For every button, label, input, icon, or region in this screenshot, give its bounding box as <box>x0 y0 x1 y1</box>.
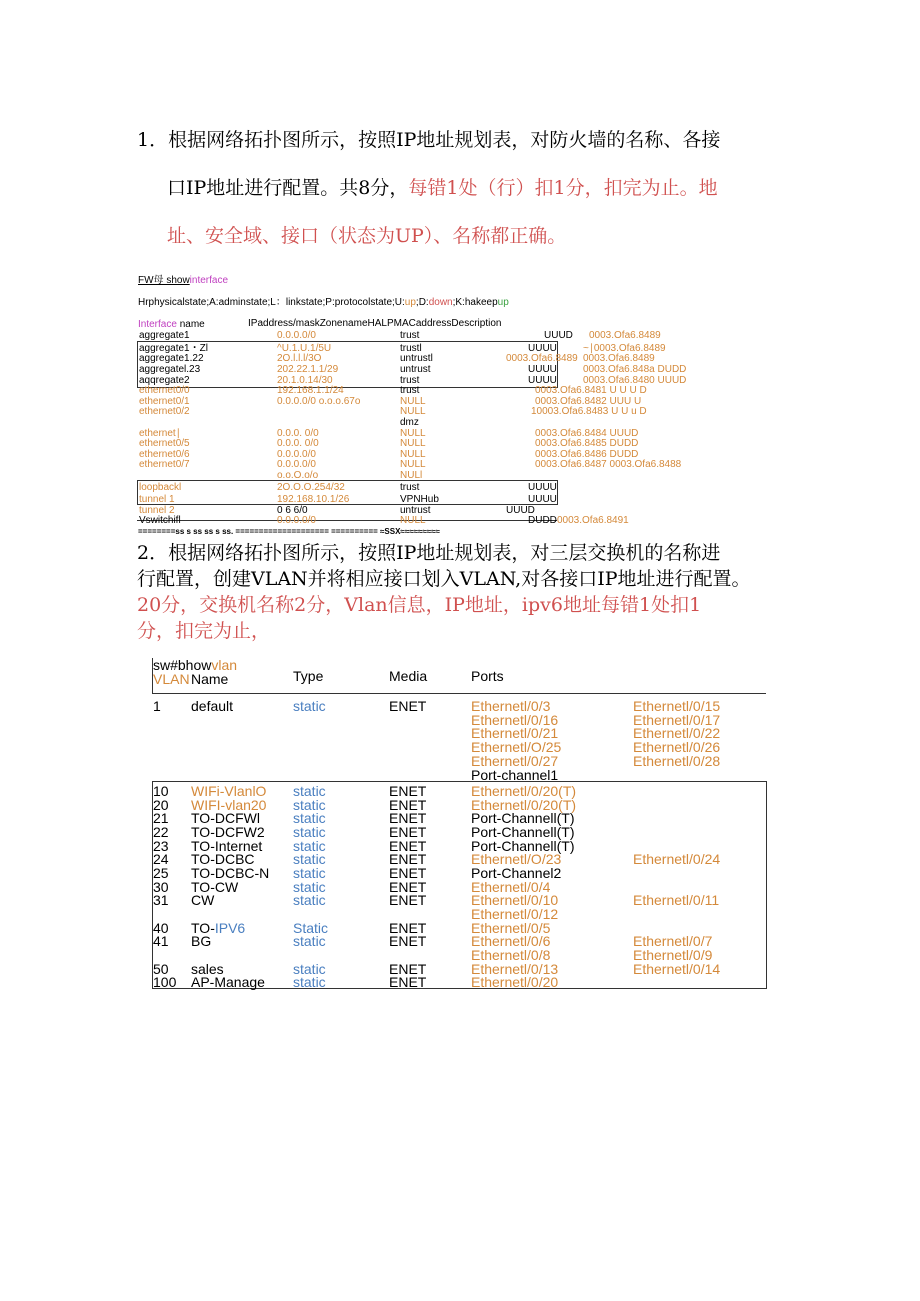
vlan-row-port: Ethernetl/0/4 <box>471 879 551 895</box>
fw-row-zone: NULL <box>400 449 426 460</box>
vlan-row-port: Ethernetl/0/10 <box>471 892 559 908</box>
vlan-command-suffix: vlan <box>211 657 238 673</box>
question-1-requirement: 口IP地址进行配置。共8分， <box>167 177 409 199</box>
fw-row-status: UUUU <box>528 494 557 505</box>
fw-row-zone: untrust <box>400 505 431 516</box>
vlan-row-port: Port-Channel2 <box>471 865 562 881</box>
vlan-row-media: ENET <box>389 920 427 936</box>
fw-row-ip: 2O.O.O.254/32 <box>277 482 345 493</box>
fw-row-zone: trustl <box>400 343 422 354</box>
fw-row-status: DUDD <box>528 515 557 526</box>
fw-row-status: UUUU <box>528 343 557 354</box>
question-2-line-1: 2．根据网络拓扑图所示，按照IP地址规划表，对三层交换机的名称进 <box>137 542 721 564</box>
vlan-row-id: 40 <box>153 920 169 936</box>
vlan-row-media: ENET <box>389 933 427 949</box>
vlan-row-type: Static <box>293 920 329 936</box>
question-1-line-1: 1．根据网络拓扑图所示，按照IP地址规划表，对防火墙的名称、各接 <box>137 129 721 151</box>
fw-row-ip: 192.168.10.1/26 <box>277 494 350 505</box>
vlan-header-name: Name <box>191 671 229 687</box>
fw-row-mac: 0003.Ofa6.8487 0003.Ofa6.8488 <box>535 459 682 470</box>
fw-row-ip: 192.168.1.1/24 <box>277 385 344 396</box>
fw-row-mac: 0003.Ofa6.8480 UUUD <box>583 375 687 386</box>
vlan-row-media: ENET <box>389 851 427 867</box>
fw-header-interface: Interface <box>138 319 177 330</box>
vlan-row-media: ENET <box>389 810 427 826</box>
vlan-row-media: ENET <box>389 824 427 840</box>
question-2-line-2: 行配置，创建VLAN并将相应接口划入VLAN,对各接口IP地址进行配置。 <box>137 568 751 590</box>
vlan-row-id: 31 <box>153 892 169 908</box>
vlan-row-id: 25 <box>153 865 169 881</box>
fw-row-ip: ^U.1.U.1/5U <box>277 343 332 354</box>
fw-row-name: ethernet0/2 <box>139 406 190 417</box>
vlan-row-port: Ethernetl/0/14 <box>633 961 721 977</box>
vlan-row-type: static <box>293 698 326 714</box>
vlan-header-type: Type <box>293 668 324 684</box>
vlan-row-media: ENET <box>389 974 427 990</box>
fw-row-ip: 0.0.0.0/0 o.o.o.67o <box>277 396 361 407</box>
question-1-line-3: 址、安全域、接口（状态为UP）、名称都正确。 <box>167 225 567 247</box>
fw-row-ip: 0.0.0.0/0 <box>277 515 316 526</box>
fw-command-prefix: FW母 show <box>138 275 190 286</box>
fw-row-zone: trust <box>400 375 420 386</box>
vlan-row-port: Ethernetl/0/11 <box>633 892 720 908</box>
vlan-row-media: ENET <box>389 865 427 881</box>
vlan-row-name: TO-DCBC <box>191 851 255 867</box>
vlan-header-media: Media <box>389 668 428 684</box>
vlan-row-id: 23 <box>153 838 169 854</box>
vlan-row-type: static <box>293 961 326 977</box>
vlan-row-id: 1 <box>153 698 161 714</box>
fw-command-suffix: interface <box>189 275 229 286</box>
fw-row-name: ethernet0/1 <box>139 396 190 407</box>
vlan-row-name: BG <box>191 933 212 949</box>
vlan-row-port: Ethernetl/0/17 <box>633 711 721 728</box>
fw-row-name: loopbackl <box>139 482 182 493</box>
fw-row-status: UUUU <box>528 375 557 386</box>
fw-row-mac: 0003.Ofa6.8489 <box>583 353 655 364</box>
vlan-row-type: static <box>293 797 326 813</box>
fw-header-name: name <box>176 319 205 330</box>
fw-row-status: 0003.Ofa6.8489 <box>506 353 578 364</box>
fw-row-mac: 0003.Ofa6.8491 <box>557 515 629 526</box>
vlan-header-ports: Ports <box>471 668 504 684</box>
question-1-scoring: 每错1处（行）扣1分，扣完为止。地 <box>408 177 718 199</box>
vlan-row-name: TO-Internet <box>191 838 263 854</box>
vlan-row-media: ENET <box>389 892 427 908</box>
vlan-row-port: Port-Channell(T) <box>471 824 575 840</box>
vlan-header-rule <box>152 693 766 694</box>
vlan-row-name: TO-CW <box>191 879 239 895</box>
fw-row-zone: NULL <box>400 406 426 417</box>
fw-row-ip: 20.1.0.14/30 <box>277 375 333 386</box>
fw-row-name: aggregate1 <box>139 330 190 341</box>
vlan-row-port: Ethernetl/0/22 <box>633 725 721 742</box>
vlan-row-id: 10 <box>153 783 169 799</box>
vlan-row-name: TO-DCBC-N <box>191 865 270 881</box>
fw-row-ip: 0.0.0.0/0 <box>277 449 316 460</box>
fw-row-ip: 0.0.0.0/0 <box>277 459 316 470</box>
vlan-header-vlan: VLAN <box>153 671 190 687</box>
fw-row-mac: 0003.Ofa6.8484 UUUD <box>535 428 639 439</box>
vlan-row-id: 100 <box>153 974 177 990</box>
fw-row-zone: NULL <box>400 459 426 470</box>
vlan-row-port: Ethernetl/0/16 <box>471 711 559 728</box>
vlan-row-port: Ethernetl/0/26 <box>633 739 721 756</box>
fw-legend-up: up <box>404 297 416 308</box>
vlan-row-port: Ethernetl/O/25 <box>471 739 562 756</box>
vlan-row-media: ENET <box>389 879 427 895</box>
fw-row-zone: NULl <box>400 470 423 481</box>
fw-legend-hakeep: ;K:hakeep <box>452 297 498 308</box>
fw-row-name: tunnel 2 <box>139 505 175 516</box>
fw-row-ip: o.o.O.o/o <box>277 470 319 481</box>
fw-row-zone: VPNHub <box>400 494 439 505</box>
question-2-line-4: 分，扣完为止， <box>137 620 271 642</box>
fw-row-status: UUUU <box>528 364 557 375</box>
vlan-row-port: Ethernetl/0/3 <box>471 698 551 714</box>
fw-row-mac: 10003.Ofa6.8483 U U u D <box>531 406 647 417</box>
vlan-row-type: static <box>293 892 326 908</box>
vlan-row-port: Ethernetl/0/7 <box>633 933 713 949</box>
fw-row-status: UUUD <box>506 505 535 516</box>
vlan-row-media: ENET <box>389 698 427 714</box>
vlan-row-id: 24 <box>153 851 169 867</box>
vlan-row-id: 30 <box>153 879 169 895</box>
fw-row-zone: untrust <box>400 364 431 375</box>
vlan-row-name: WIFi-VlanlO <box>191 783 267 799</box>
vlan-row-port: Port-channel1 <box>471 766 559 783</box>
vlan-row-name: default <box>191 698 234 714</box>
fw-legend-down: down <box>428 297 453 308</box>
vlan-row-port: Ethernetl/0/6 <box>471 933 551 949</box>
vlan-row-name: AP-Manage <box>191 974 265 990</box>
fw-row-zone: NULL <box>400 396 426 407</box>
vlan-row-port: Ethernetl/0/27 <box>471 752 559 769</box>
fw-row-zone: NULL <box>400 438 426 449</box>
vlan-row-name-suffix: IPV6 <box>214 920 246 936</box>
fw-row-zone: trust <box>400 385 420 396</box>
vlan-row-port: Ethernetl/0/28 <box>633 752 721 769</box>
fw-row-name: ethernet0/5 <box>139 438 190 449</box>
vlan-row-id: 22 <box>153 824 169 840</box>
vlan-left-rule-top <box>152 658 153 694</box>
vlan-row-type: static <box>293 824 326 840</box>
fw-legend-text: Hrphysicalstate;A:adminstate;L：linkstate;P:protocolstate;U: <box>138 297 405 308</box>
fw-row-name: ethernet0/0 <box>139 385 190 396</box>
fw-row-name: aqqregate2 <box>139 375 190 386</box>
vlan-row-port: Ethernetl/0/20 <box>471 974 559 990</box>
vlan-row-port: Ethernetl/0/15 <box>633 698 721 714</box>
fw-row-name: aggregate1.22 <box>139 353 204 364</box>
fw-header-columns: IPaddress/maskZonenameHALPMACaddressDescription <box>248 318 502 329</box>
fw-row-zone: dmz <box>400 417 419 428</box>
fw-legend-up-2: up <box>497 297 509 308</box>
vlan-row-type: static <box>293 838 326 854</box>
fw-row-name: ethernet∣ <box>139 428 181 439</box>
vlan-row-id: 41 <box>153 933 169 949</box>
vlan-row-id: 21 <box>153 810 169 826</box>
fw-row-ip: 0 6 6/0 <box>277 505 308 516</box>
vlan-row-port: Ethernetl/0/20(T) <box>471 783 577 799</box>
vlan-row-name: sales <box>191 961 224 977</box>
vlan-row-type: static <box>293 783 326 799</box>
fw-row-mac: 0003.Ofa6.848a DUDD <box>583 364 687 375</box>
fw-row-name: tunnel 1 <box>139 494 175 505</box>
vlan-row-port: Ethernetl/0/8 <box>471 946 551 963</box>
vlan-row-port: Ethernetl/0/9 <box>633 946 713 963</box>
vlan-row-type: static <box>293 810 326 826</box>
vlan-row-port: Ethernetl/0/5 <box>471 920 551 936</box>
fw-row-mac: ~∣0003.Ofa6.8489 <box>583 343 666 354</box>
fw-row-status: UUUD <box>544 330 573 341</box>
vlan-row-name: TO-DCFW2 <box>191 824 265 840</box>
vlan-row-name: CW <box>191 892 215 908</box>
vlan-row-media: ENET <box>389 797 427 813</box>
fw-row-zone: NULL <box>400 428 426 439</box>
fw-row-ip: 0.0.0. 0/0 <box>277 428 319 439</box>
fw-row-mac: 0003.Ofa6.8486 DUDD <box>535 449 639 460</box>
fw-row-name: ethernet0/7 <box>139 459 190 470</box>
vlan-row-port: Ethernetl/0/20(T) <box>471 797 577 813</box>
fw-row-ip: 2O.l.l.l/3O <box>277 353 322 364</box>
vlan-row-name: TO-DCFWl <box>191 810 260 826</box>
vlan-row-name: WIFI-vlan20 <box>191 797 267 813</box>
vlan-row-media: ENET <box>389 838 427 854</box>
question-2-line-3: 20分，交换机名称2分，Vlan信息，IP地址，ipv6地址每错1处扣1 <box>137 594 702 616</box>
vlan-command-prefix: sw#bhow <box>153 657 212 673</box>
fw-row-mac: 0003.Ofa6.8489 <box>589 330 661 341</box>
fw-row-ip: 0.0.0.0/0 <box>277 330 316 341</box>
fw-row-status: UUUU <box>528 482 557 493</box>
vlan-row-port: Ethernetl/O/23 <box>471 851 562 867</box>
fw-row-mac: 0003.Ofa6.8481 U U U D <box>535 385 647 396</box>
vlan-row-port: Ethernetl/0/12 <box>471 905 559 922</box>
vlan-row-type: static <box>293 879 326 895</box>
fw-legend-sep: ;D: <box>415 297 429 308</box>
fw-row-zone: trust <box>400 330 420 341</box>
vlan-row-port: Ethernetl/0/21 <box>471 725 559 742</box>
fw-row-mac: 0003.Ofa6.8485 DUDD <box>535 438 639 449</box>
fw-row-zone: NULL <box>400 515 426 526</box>
vlan-row-name-prefix: TO- <box>191 920 215 936</box>
fw-row-name: aggregatel.23 <box>139 364 201 375</box>
fw-row-name: Vswitchifl <box>139 515 181 526</box>
vlan-row-type: static <box>293 865 326 881</box>
vlan-row-port: Ethernetl/0/24 <box>633 851 721 867</box>
vlan-row-media: ENET <box>389 783 427 799</box>
vlan-command <box>153 658 237 672</box>
fw-row-zone: untrustl <box>400 353 433 364</box>
fw-row-ip: 0.0.0. 0/0 <box>277 438 319 449</box>
vlan-row-id: 50 <box>153 961 169 977</box>
vlan-row-id: 20 <box>153 797 169 813</box>
fw-row-name: aggregate1・Zl <box>139 343 208 354</box>
fw-row-ip: 202.22.1.1/29 <box>277 364 339 375</box>
vlan-row-type: static <box>293 851 326 867</box>
vlan-row-port: Port-Channell(T) <box>471 838 575 854</box>
vlan-row-port: Ethernetl/0/13 <box>471 961 559 977</box>
vlan-row-type: static <box>293 933 326 949</box>
vlan-row-port: Port-Channell(T) <box>471 810 575 826</box>
fw-row-name: ethernet0/6 <box>139 449 190 460</box>
vlan-row-type: static <box>293 974 326 990</box>
fw-row-mac: 0003.Ofa6.8482 UUU U <box>535 396 642 407</box>
fw-row-zone: trust <box>400 482 420 493</box>
vlan-row-media: ENET <box>389 961 427 977</box>
fw-footer: ========ss s ss ss s ss. ==================== ========== ≈SSX≈≈≈≈≈≈≈≈≈ <box>138 527 440 536</box>
